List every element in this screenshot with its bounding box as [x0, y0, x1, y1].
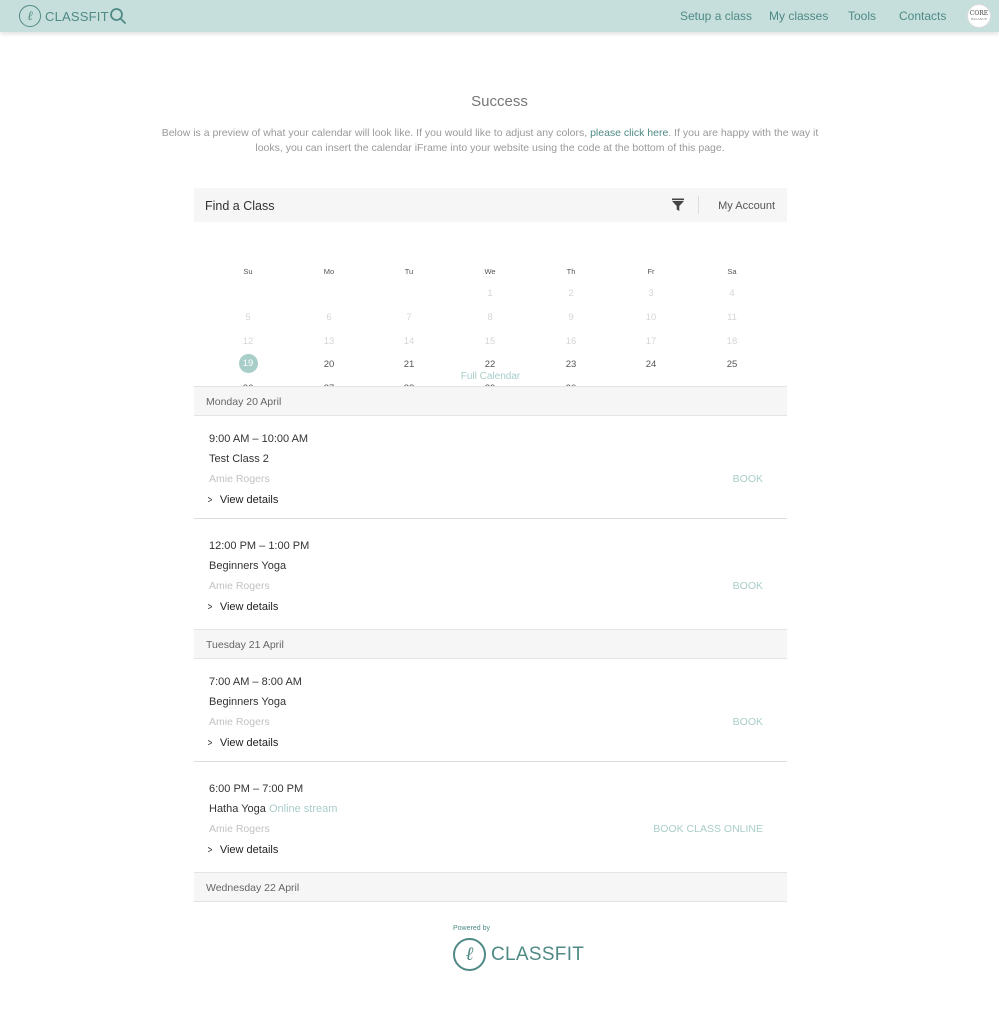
classfit-logo-icon: ℓ — [453, 938, 486, 971]
adjust-colors-link[interactable]: please click here — [590, 127, 669, 139]
filter-icon[interactable] — [671, 198, 685, 212]
class-session — [194, 659, 787, 762]
calendar-day: 13 — [323, 336, 335, 347]
calendar-day: 15 — [484, 336, 496, 347]
view-details-toggle[interactable] — [207, 494, 278, 506]
weekday-header: Tu — [404, 267, 414, 276]
session-name: Beginners Yoga — [209, 560, 287, 572]
nav-contacts[interactable]: Contacts — [899, 9, 947, 23]
view-details-toggle[interactable] — [207, 844, 278, 856]
view-details-label: View details — [219, 844, 279, 856]
calendar-day[interactable]: 20 — [323, 359, 335, 370]
view-details-toggle[interactable] — [207, 601, 278, 613]
session-time: 9:00 AM – 10:00 AM — [209, 433, 309, 445]
classfit-logo-icon: ℓ — [19, 5, 41, 27]
view-details-label: View details — [219, 737, 279, 749]
brand-logo-link[interactable] — [19, 5, 109, 27]
calendar-day: 5 — [245, 312, 251, 323]
view-details-label: View details — [219, 494, 279, 506]
book-button[interactable]: BOOK — [732, 716, 763, 728]
session-teacher: Amie Rogers — [209, 823, 270, 835]
session-teacher: Amie Rogers — [209, 580, 270, 592]
widget-header — [194, 188, 787, 222]
my-account-link[interactable]: My Account — [718, 200, 775, 212]
calendar-day: 6 — [326, 312, 332, 323]
session-name: Test Class 2 — [209, 453, 269, 465]
page-title: Success — [471, 93, 528, 110]
view-details-toggle[interactable] — [207, 737, 278, 749]
calendar-day[interactable]: 23 — [565, 359, 577, 370]
session-time: 7:00 AM – 8:00 AM — [209, 676, 302, 688]
widget-title: Find a Class — [205, 199, 275, 213]
nav-my-classes[interactable]: My classes — [769, 9, 829, 23]
calendar-day[interactable]: 22 — [484, 359, 496, 370]
weekday-header: Su — [243, 267, 253, 276]
class-session — [194, 766, 787, 872]
full-calendar-link[interactable]: Full Calendar — [460, 371, 521, 382]
powered-by-label: Powered by — [453, 925, 490, 932]
weekday-header: Mo — [323, 267, 335, 276]
session-name: Beginners Yoga — [209, 696, 287, 708]
day-header: Monday 20 April — [194, 386, 787, 416]
footer-brand-logo[interactable] — [453, 938, 584, 971]
calendar-day: 16 — [565, 336, 577, 347]
session-divider — [194, 761, 787, 762]
intro-text — [156, 126, 824, 156]
calendar-day[interactable]: 25 — [726, 359, 738, 370]
intro-text-before: Below is a preview of what your calendar will look like. If you would like to adjust any colors, — [161, 127, 591, 139]
calendar-day: 3 — [648, 288, 654, 299]
book-button[interactable]: BOOK CLASS ONLINE — [653, 823, 763, 835]
avatar[interactable] — [967, 4, 991, 28]
nav-setup-a-class[interactable]: Setup a class — [680, 9, 753, 23]
calendar-day: 11 — [727, 312, 737, 323]
calendar-day: 10 — [645, 312, 657, 323]
calendar-day: 14 — [403, 336, 415, 347]
chevron-right-icon: > — [207, 494, 213, 506]
search-icon[interactable] — [109, 7, 127, 25]
calendar-day: 17 — [645, 336, 657, 347]
book-button[interactable]: BOOK — [732, 580, 763, 592]
calendar-day: 1 — [487, 288, 493, 299]
calendar-day: 12 — [242, 336, 254, 347]
top-navigation-bar — [0, 0, 999, 32]
calendar-day[interactable]: 21 — [403, 359, 415, 370]
session-time: 12:00 PM – 1:00 PM — [209, 540, 310, 552]
chevron-right-icon: > — [207, 844, 213, 856]
intro-text-after: . If you are happy with the way it looks, you can insert the calendar iFrame into your website using the code at the bottom of this page. — [255, 127, 819, 154]
brand-name: CLASSFIT — [45, 8, 109, 24]
online-stream-tag: Online stream — [268, 803, 338, 815]
session-divider — [194, 518, 787, 519]
session-name-row — [209, 803, 337, 815]
chevron-right-icon: > — [207, 737, 213, 749]
book-button[interactable]: BOOK — [732, 473, 763, 485]
calendar-day: 7 — [406, 312, 412, 323]
footer-brand-name: CLASSFIT — [491, 943, 585, 965]
calendar-day: 4 — [729, 288, 735, 299]
day-header: Tuesday 21 April — [194, 629, 787, 659]
avatar-text-line1: CORE — [969, 10, 989, 17]
calendar-day-today[interactable]: 19 — [239, 354, 258, 373]
header-divider — [698, 196, 699, 214]
session-teacher: Amie Rogers — [209, 716, 270, 728]
mini-calendar — [194, 222, 787, 384]
calendar-day: 18 — [726, 336, 738, 347]
class-session — [194, 523, 787, 629]
weekday-header: Sa — [727, 267, 737, 276]
session-time: 6:00 PM – 7:00 PM — [209, 783, 304, 795]
calendar-widget — [194, 188, 787, 384]
weekday-header: We — [484, 267, 496, 276]
avatar-text-line2: BALANCE — [971, 17, 987, 21]
calendar-day: 8 — [487, 312, 493, 323]
powered-by-footer — [453, 925, 585, 965]
day-header: Wednesday 22 April — [194, 872, 787, 902]
session-name-row — [209, 696, 286, 708]
nav-tools[interactable]: Tools — [848, 9, 877, 23]
session-name-row — [209, 453, 269, 465]
weekday-header: Th — [566, 267, 576, 276]
session-name-row — [209, 560, 286, 572]
calendar-day: 2 — [568, 288, 574, 299]
chevron-right-icon: > — [207, 601, 213, 613]
calendar-day[interactable]: 24 — [645, 359, 657, 370]
session-teacher: Amie Rogers — [209, 473, 270, 485]
calendar-day: 9 — [568, 312, 574, 323]
session-name: Hatha Yoga — [209, 803, 266, 815]
view-details-label: View details — [219, 601, 279, 613]
weekday-header: Fr — [647, 267, 655, 276]
class-session — [194, 416, 787, 519]
